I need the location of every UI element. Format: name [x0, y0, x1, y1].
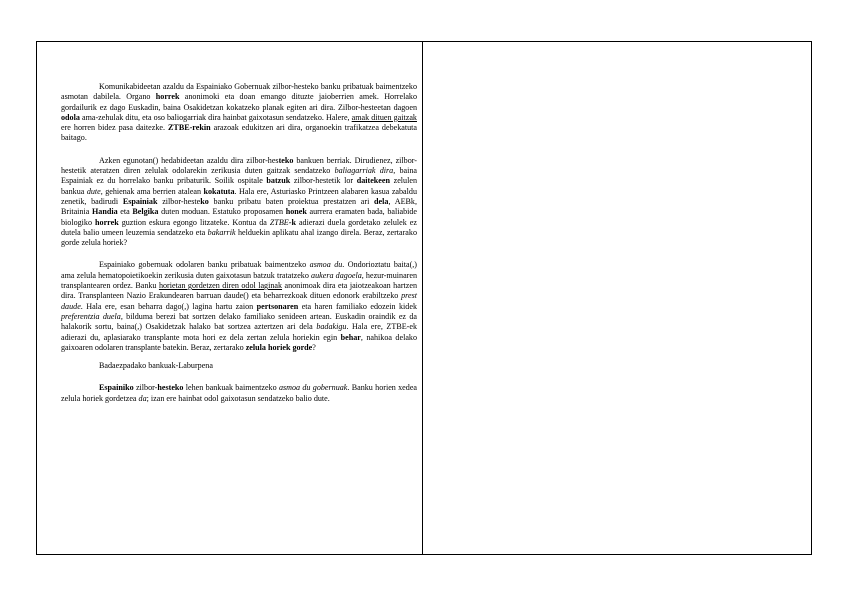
text-run: horrek	[155, 92, 180, 102]
text-run: zilbor-heste	[157, 196, 201, 206]
text-run: prest daude	[61, 291, 417, 311]
text-run: teko	[278, 155, 294, 165]
text-run: behar	[340, 332, 361, 342]
document-frame	[36, 41, 812, 555]
text-run: horrek	[95, 217, 119, 227]
text-run: batzuk	[266, 176, 291, 186]
text-run: honek	[285, 207, 307, 217]
text-run: horietan gordetzen diren odol laginak	[158, 281, 283, 291]
text-run: arazoak edukitzen ari dira, organoekin trafikatzea debekatuta baitago.	[61, 123, 417, 143]
text-run: guztion eskura egongo litzateke. Kontua da	[118, 217, 270, 227]
text-run: , hezur-muinaren transplantearen ordez. Banku	[61, 270, 417, 291]
text-run: preferentzia duela	[61, 311, 121, 321]
text-run: -k	[288, 217, 296, 227]
text-run: amak dituen gaitzak	[351, 112, 417, 122]
text-run: ZTBE	[269, 217, 289, 227]
text-run: ZTBE-rekin	[168, 123, 211, 133]
text-run: daitekeen	[356, 176, 390, 186]
text-run: Handia	[91, 207, 118, 217]
text-run: baliagarriak dira	[334, 166, 394, 176]
text-run: Espainiko	[99, 383, 134, 393]
text-run: Belgika	[132, 207, 159, 217]
text-run: . Hala ere, ZTBE-ek adierazi du, aplasiarako transplante mota hori ez dela zertan zelula horiekin egin	[61, 322, 418, 342]
text-run: badakigu	[316, 322, 347, 332]
text-run: ere horren bidez pasa daitezke.	[61, 123, 169, 133]
text-run: Espainiako gobernuak odolaren banku pribatuak baimentzeko	[99, 260, 310, 270]
text-run: zelulen bankua	[61, 176, 417, 196]
right-page	[423, 42, 811, 554]
text-run: Azken egunotan() hedabideetan azaldu dira zilbor-hes	[99, 155, 279, 165]
text-run: Espainiak	[122, 196, 158, 206]
text-run: . Banku horien xedea zelula horiek gordetzea	[61, 383, 417, 403]
left-page	[61, 82, 417, 404]
text-run: Komunikabideetan azaldu da Espainiako Gobernuak zilbor-hesteko banku pribatuak baimentzeko asmotan dabilela. Organo	[61, 82, 417, 102]
text-run: asmoa du gobernuak	[278, 383, 348, 393]
paragraph-3	[61, 260, 417, 353]
text-run: ; izan ere hainbat odol gaixotasun sendatzeko balio dute.	[146, 393, 330, 403]
text-run: , gehienak ama berrien atalean	[100, 186, 204, 196]
text-run: pertsonaren	[256, 301, 299, 311]
text-run: bankuen berriak. Dirudienez, zilbor-hestetik ateratzen diren zelulak odolarekin zerikusia duten gaitzak sendatzeko	[61, 155, 417, 176]
text-run: . Hala ere, Asturiasko Printzeen alabaren kasua zabaldu zenetik, badirudi	[61, 186, 417, 206]
text-run: zilbor-	[133, 383, 158, 393]
text-run: ?	[312, 342, 316, 352]
text-run: anonimoki eta doan emango dituzte jaioberrien amek. Horrelako gordailurik ez dago Euskadin, baina Osakidetzan kokatzeko planak egiten ari dira. Zilbor-hesteetan dagoen	[61, 92, 417, 112]
summary-paragraph	[61, 383, 417, 404]
text-run: adierazi duela gordetako zelulek ez dutela balio umeen leuzemia sendatzeko eta	[61, 217, 417, 237]
text-run: hesteko	[157, 383, 184, 393]
paragraph-1	[61, 82, 417, 144]
text-run: eta haren familiako edozein kidek	[298, 301, 417, 311]
text-run: , bilduma berezi bat sortzen delako familiako senideen artean. Euskadin oraindik ez da halakorik sortu, baina(,) Osakidetzak halako bat sortzea aztertzen ari dela	[61, 311, 417, 332]
text-run: banku pribatu baten proiektua prestatzen ari	[208, 196, 375, 206]
text-run: . Ondorioztatu baita(,) ama zelula hematopoietikoekin zerikusia duten gaixotasun batzuk tratatzeko	[61, 260, 418, 280]
text-run: anonimoak dira eta jaiotzeakoan hartzen dira. Transplanteen Nazio Erakundearen barruan daude() eta beharrezkoak dituen edonork erabiltzeko	[61, 281, 417, 301]
text-run: ko	[200, 196, 209, 206]
text-run: aukera dagoela	[311, 270, 362, 280]
text-run: helduekin aplikatu ahal izango direla. Beraz, zertarako gorde zelula horiek?	[61, 227, 417, 248]
text-run: asmoa du	[309, 260, 343, 270]
text-run: zilbor-hestetik lor	[290, 176, 357, 186]
text-run: lehen bankuak baimentzeko	[183, 383, 279, 393]
text-run: , AEBk, Britainia	[61, 196, 417, 217]
text-run: , nahikoa delako gaixoaren odolaren transplante batekin. Beraz, zertarako	[61, 332, 417, 352]
text-run: eta	[117, 207, 133, 217]
summary-heading: Badaezpadako bankuak-Laburpena	[99, 361, 213, 371]
text-run: bakarrik	[207, 227, 236, 237]
text-run: aurrera eramaten bada, baliabide biologiko	[61, 207, 418, 227]
text-run: . Hala ere, esan beharra dago(,) lagina hartu zaion	[80, 301, 257, 311]
text-run: zelula horiek gorde	[245, 342, 313, 352]
text-run: kokatuta	[203, 186, 235, 196]
text-run: dela	[374, 196, 389, 206]
paragraph-2	[61, 156, 417, 249]
text-run: duten moduan. Estatuko proposamen	[158, 207, 286, 217]
text-run: ama-zehulak ditu, eta oso baliogarriak dira hainbat gaixotasun sendatzeko. Halere,	[79, 112, 352, 122]
text-run: odola	[61, 112, 80, 122]
text-run: da	[138, 393, 147, 403]
text-run: , baina Espainiak ez du horrelako banku pribaturik. Soilik ospitale	[61, 166, 418, 186]
text-run: dute	[86, 186, 101, 196]
